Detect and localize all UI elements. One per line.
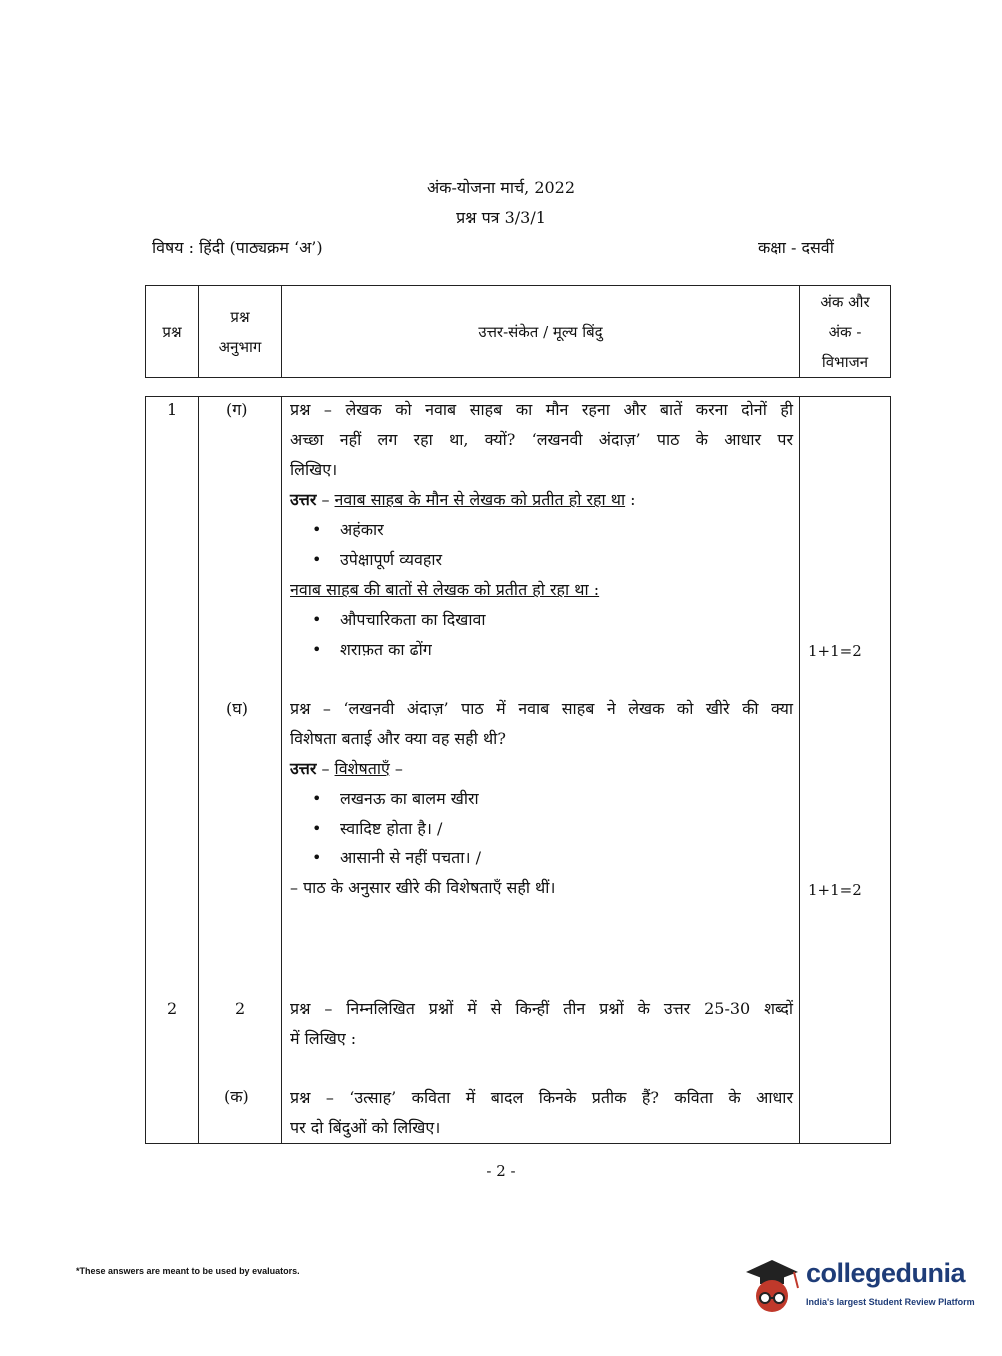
list-item: • शराफ़त का ढोंग (312, 635, 432, 665)
section-label: (घ) (226, 699, 248, 718)
answer-conclusion: – पाठ के अनुसार खीरे की विशेषताएँ सही थीं। (290, 878, 556, 897)
header-section: प्रश्न अनुभाग (218, 307, 262, 356)
question-text: में लिखिए : (290, 1029, 357, 1048)
question-text: प्रश्न – लेखक को नवाब साहब का मौन रहना और बातें करना दोनों ही (290, 400, 793, 419)
question-text: प्रश्न – ‘उत्साह’ कविता में बादल किनके प्रतीक हैं? कविता के आधार (290, 1088, 793, 1107)
section-label: (क) (224, 1087, 249, 1106)
list-item: • औपचारिकता का दिखावा (312, 605, 486, 635)
list-item: • स्वादिष्ट होता है। / (312, 814, 442, 844)
paper-code: प्रश्न पत्र 3/3/1 (456, 208, 546, 227)
page-number: - 2 - (486, 1162, 516, 1180)
question-text: प्रश्न – ‘लखनवी अंदाज़’ पाठ में नवाब साहब ने लेखक को खीरे की क्या (290, 699, 793, 718)
evaluator-note: *These answers are meant to be used by evaluators. (76, 1266, 300, 1276)
subject-label: विषय : हिंदी (पाठ्यक्रम ‘अ’) (152, 238, 323, 257)
class-label: कक्षा - दसवीं (758, 238, 834, 257)
header-question: प्रश्न (162, 322, 182, 341)
list-item: • अहंकार (312, 515, 384, 545)
list-item: • लखनऊ का बालम खीरा (312, 784, 479, 814)
question-number: 2 (167, 999, 178, 1018)
brand-tagline: India's largest Student Review Platform (806, 1297, 975, 1307)
answer-heading: नवाब साहब की बातों से लेखक को प्रतीत हो रहा था : (290, 580, 600, 599)
list-item: • आसानी से नहीं पचता। / (312, 843, 481, 873)
header-answer-hints: उत्तर-संकेत / मूल्य बिंदु (478, 322, 603, 341)
section-label: (ग) (226, 400, 248, 419)
question-text: विशेषता बताई और क्या वह सही थी? (290, 729, 506, 748)
table-header (145, 285, 891, 378)
answer-heading: उत्तर – विशेषताएँ – (290, 759, 403, 778)
question-text: पर दो बिंदुओं को लिखिए। (290, 1118, 441, 1137)
question-text: अच्छा नहीं लग रहा था, क्यों? ‘लखनवी अंदाज़’ पाठ के आधार पर (290, 430, 793, 449)
marks-value: 1+1=2 (808, 642, 862, 660)
list-item: • उपेक्षापूर्ण व्यवहार (312, 545, 442, 575)
section-label: 2 (235, 999, 246, 1018)
brand-name: collegedunia (806, 1258, 966, 1288)
question-number: 1 (167, 400, 178, 419)
page-title: अंक-योजना मार्च, 2022 (426, 178, 576, 197)
question-text: प्रश्न – निम्नलिखित प्रश्नों में से किन्हीं तीन प्रश्नों के उत्तर 25-30 शब्दों (290, 999, 793, 1018)
header-marks: अंक और अंक - विभाजन (820, 292, 870, 371)
marks-value: 1+1=2 (808, 881, 862, 899)
question-text: लिखिए। (290, 460, 338, 479)
answer-heading: उत्तर – नवाब साहब के मौन से लेखक को प्रतीत हो रहा था : (290, 490, 636, 509)
